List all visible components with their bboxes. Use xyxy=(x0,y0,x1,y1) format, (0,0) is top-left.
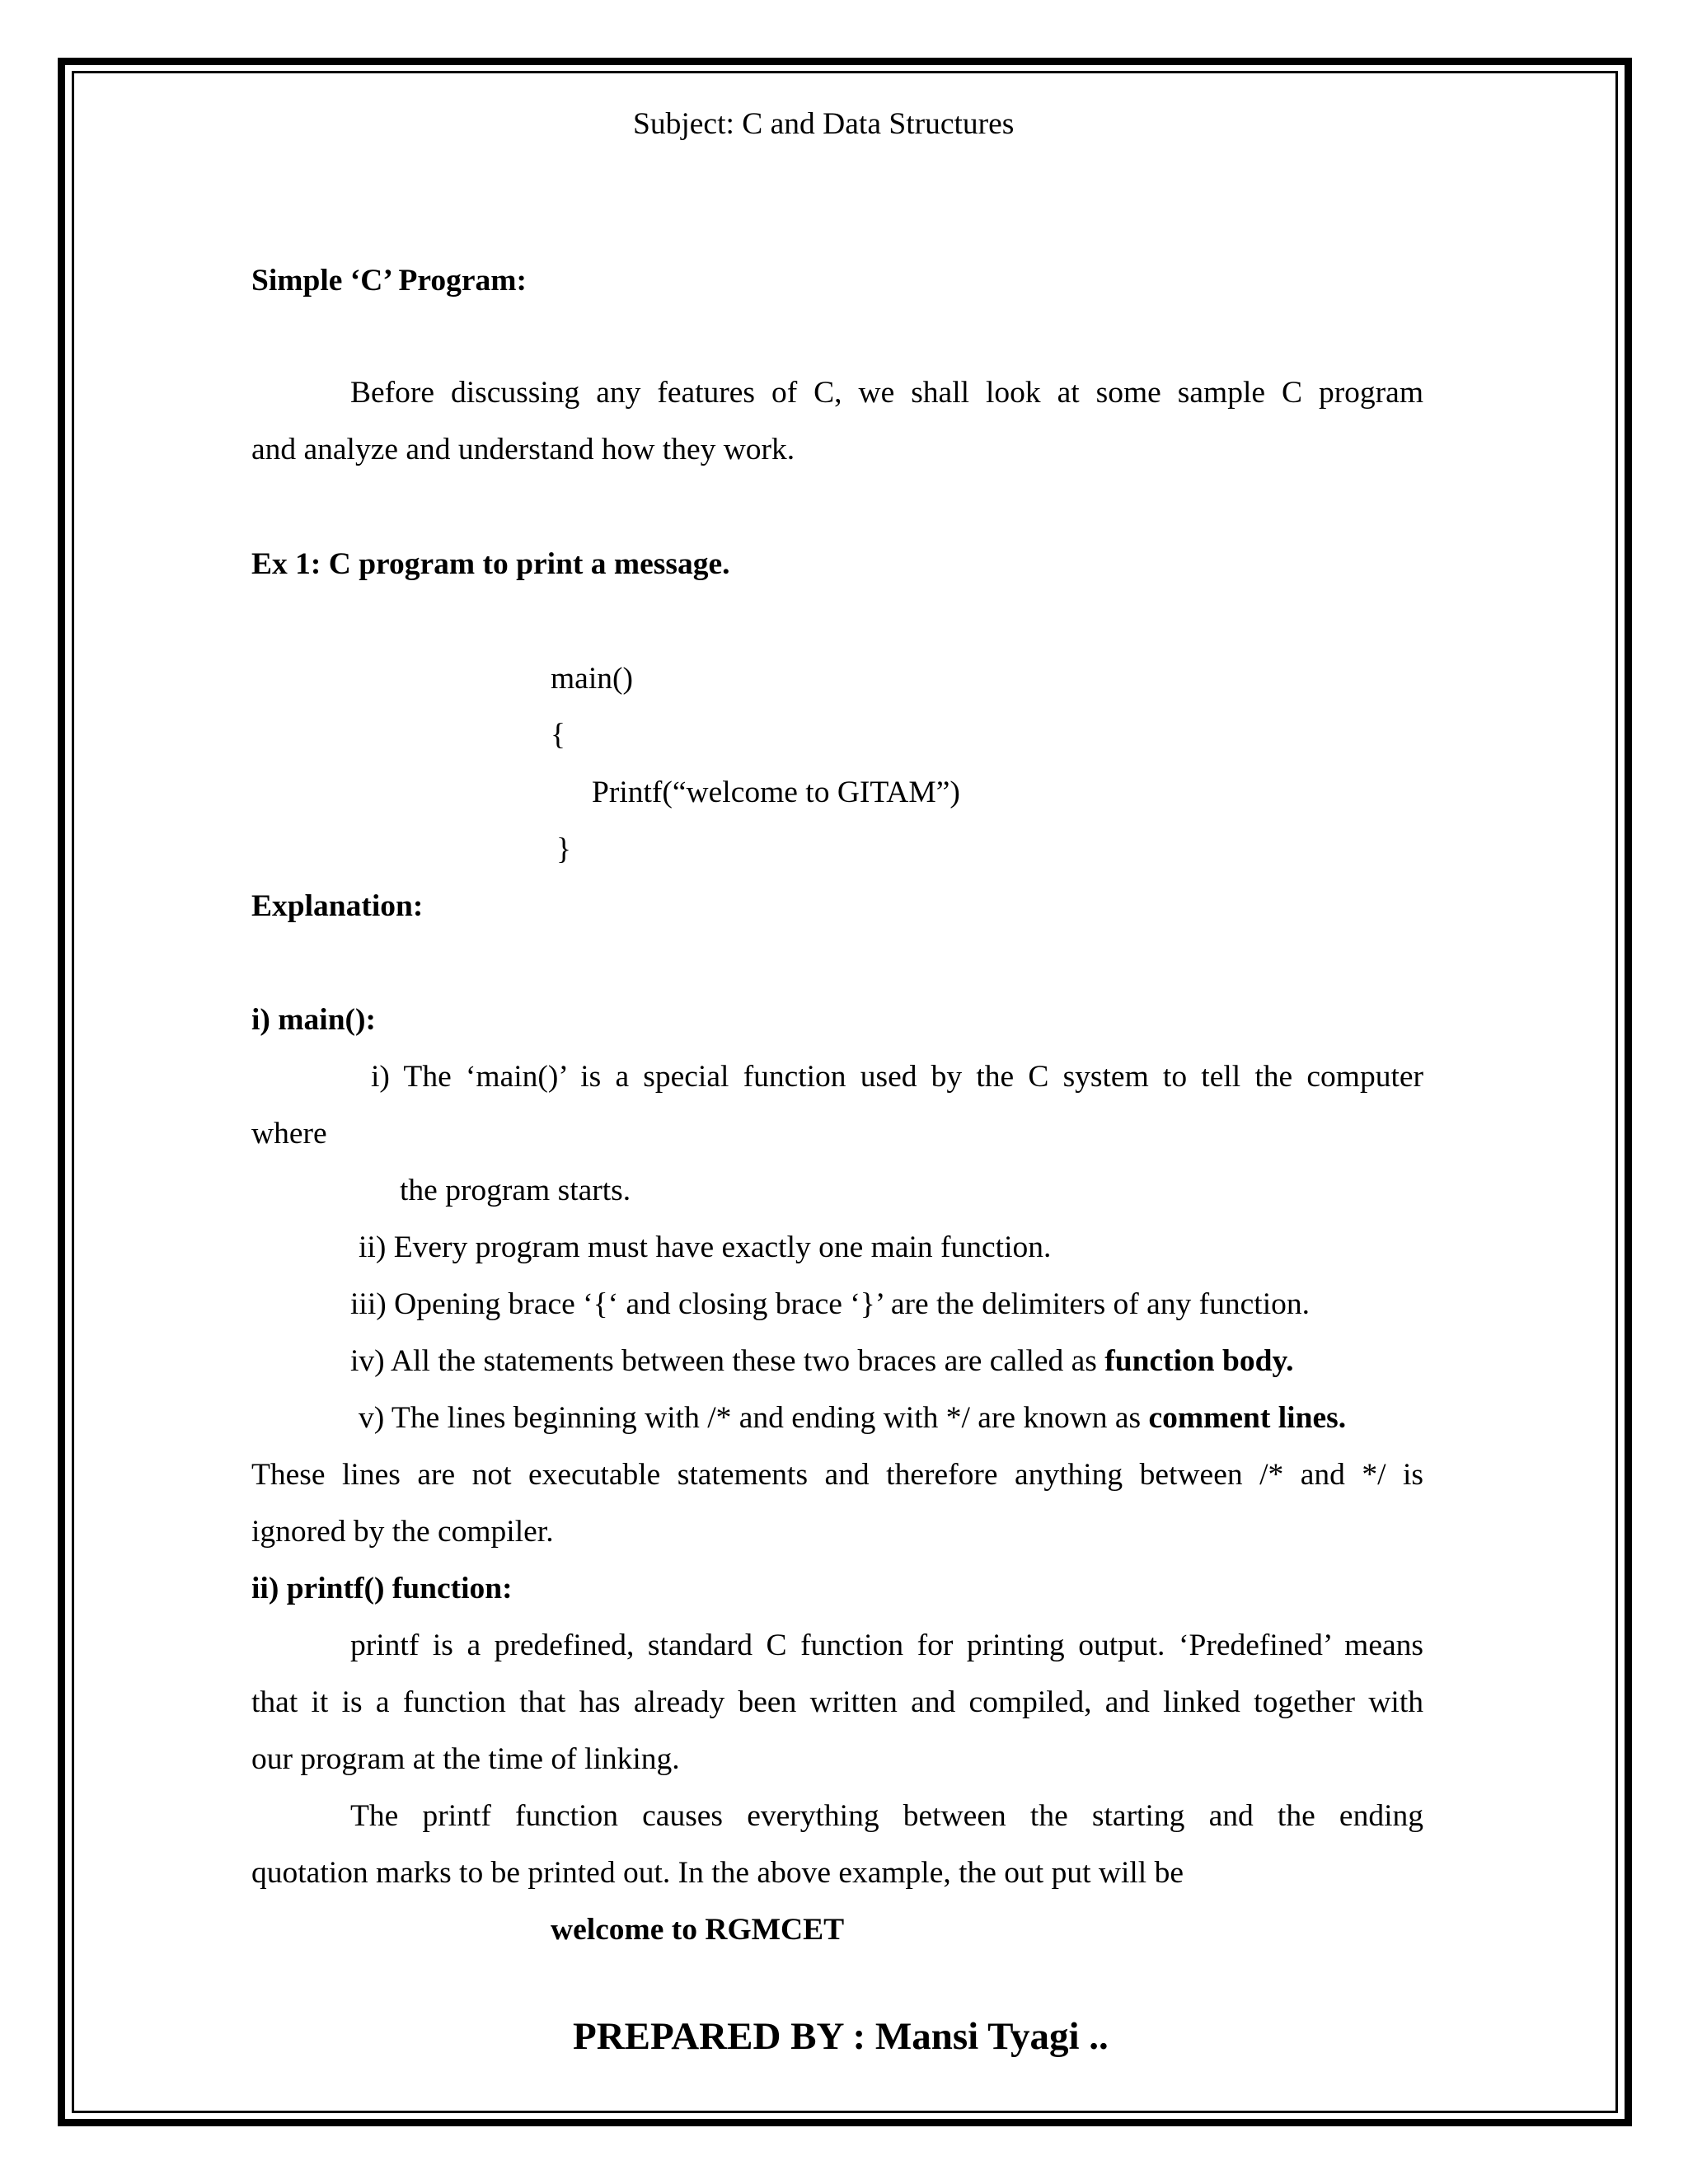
intro-line-1: Before discussing any features of C, we shall look at some sample C program xyxy=(350,376,1423,410)
explanation-heading: Explanation: xyxy=(251,889,424,923)
code-line-1: main() xyxy=(551,662,633,696)
main-point-1-line-3: the program starts. xyxy=(400,1174,631,1207)
printf-para-1-line-3: our program at the time of linking. xyxy=(251,1742,680,1776)
main-point-5-bold: comment lines. xyxy=(1148,1401,1347,1435)
example-heading: Ex 1: C program to print a message. xyxy=(251,547,730,581)
main-point-5-line-3: ignored by the compiler. xyxy=(251,1515,554,1549)
main-point-2: ii) Every program must have exactly one main function. xyxy=(359,1230,1052,1264)
prepared-by-footer: PREPARED BY : Mansi Tyagi .. xyxy=(573,2015,1109,2058)
printf-para-1-line-1: printf is a predefined, standard C function for printing output. ‘Predefined’ means xyxy=(350,1629,1423,1662)
printf-para-2-line-2: quotation marks to be printed out. In the above example, the out put will be xyxy=(251,1856,1184,1890)
code-line-4: } xyxy=(556,832,571,866)
main-point-4 xyxy=(350,1346,1294,1377)
intro-line-2: and analyze and understand how they work. xyxy=(251,433,795,466)
code-line-3: Printf(“welcome to GITAM”) xyxy=(592,776,960,809)
main-point-4-text: iv) All the statements between these two braces are called as xyxy=(350,1344,1105,1378)
section-title: Simple ‘C’ Program: xyxy=(251,264,527,298)
main-point-1-line-1: i) The ‘main()’ is a special function used by the C system to tell the computer xyxy=(371,1060,1423,1094)
printf-para-1-line-2: that it is a function that has already been written and compiled, and linked together with xyxy=(251,1685,1423,1719)
main-point-5-text: v) The lines beginning with /* and ending with */ are known as xyxy=(359,1401,1149,1435)
printf-para-2-line-1: The printf function causes everything between the starting and the ending xyxy=(350,1799,1423,1833)
main-point-4-bold: function body. xyxy=(1104,1344,1294,1378)
main-point-5 xyxy=(359,1403,1346,1434)
main-point-5-line-2: These lines are not executable statements and therefore anything between /* and */ is xyxy=(251,1458,1423,1492)
output-example: welcome to RGMCET xyxy=(551,1913,845,1947)
main-point-1-line-2: where xyxy=(251,1117,327,1151)
subject-header: Subject: C and Data Structures xyxy=(633,107,1015,141)
main-heading: i) main(): xyxy=(251,1003,377,1037)
printf-heading: ii) printf() function: xyxy=(251,1572,513,1605)
main-point-3: iii) Opening brace ‘{‘ and closing brace ‘}’ are the delimiters of any function. xyxy=(350,1287,1311,1321)
code-line-2: { xyxy=(551,718,565,752)
